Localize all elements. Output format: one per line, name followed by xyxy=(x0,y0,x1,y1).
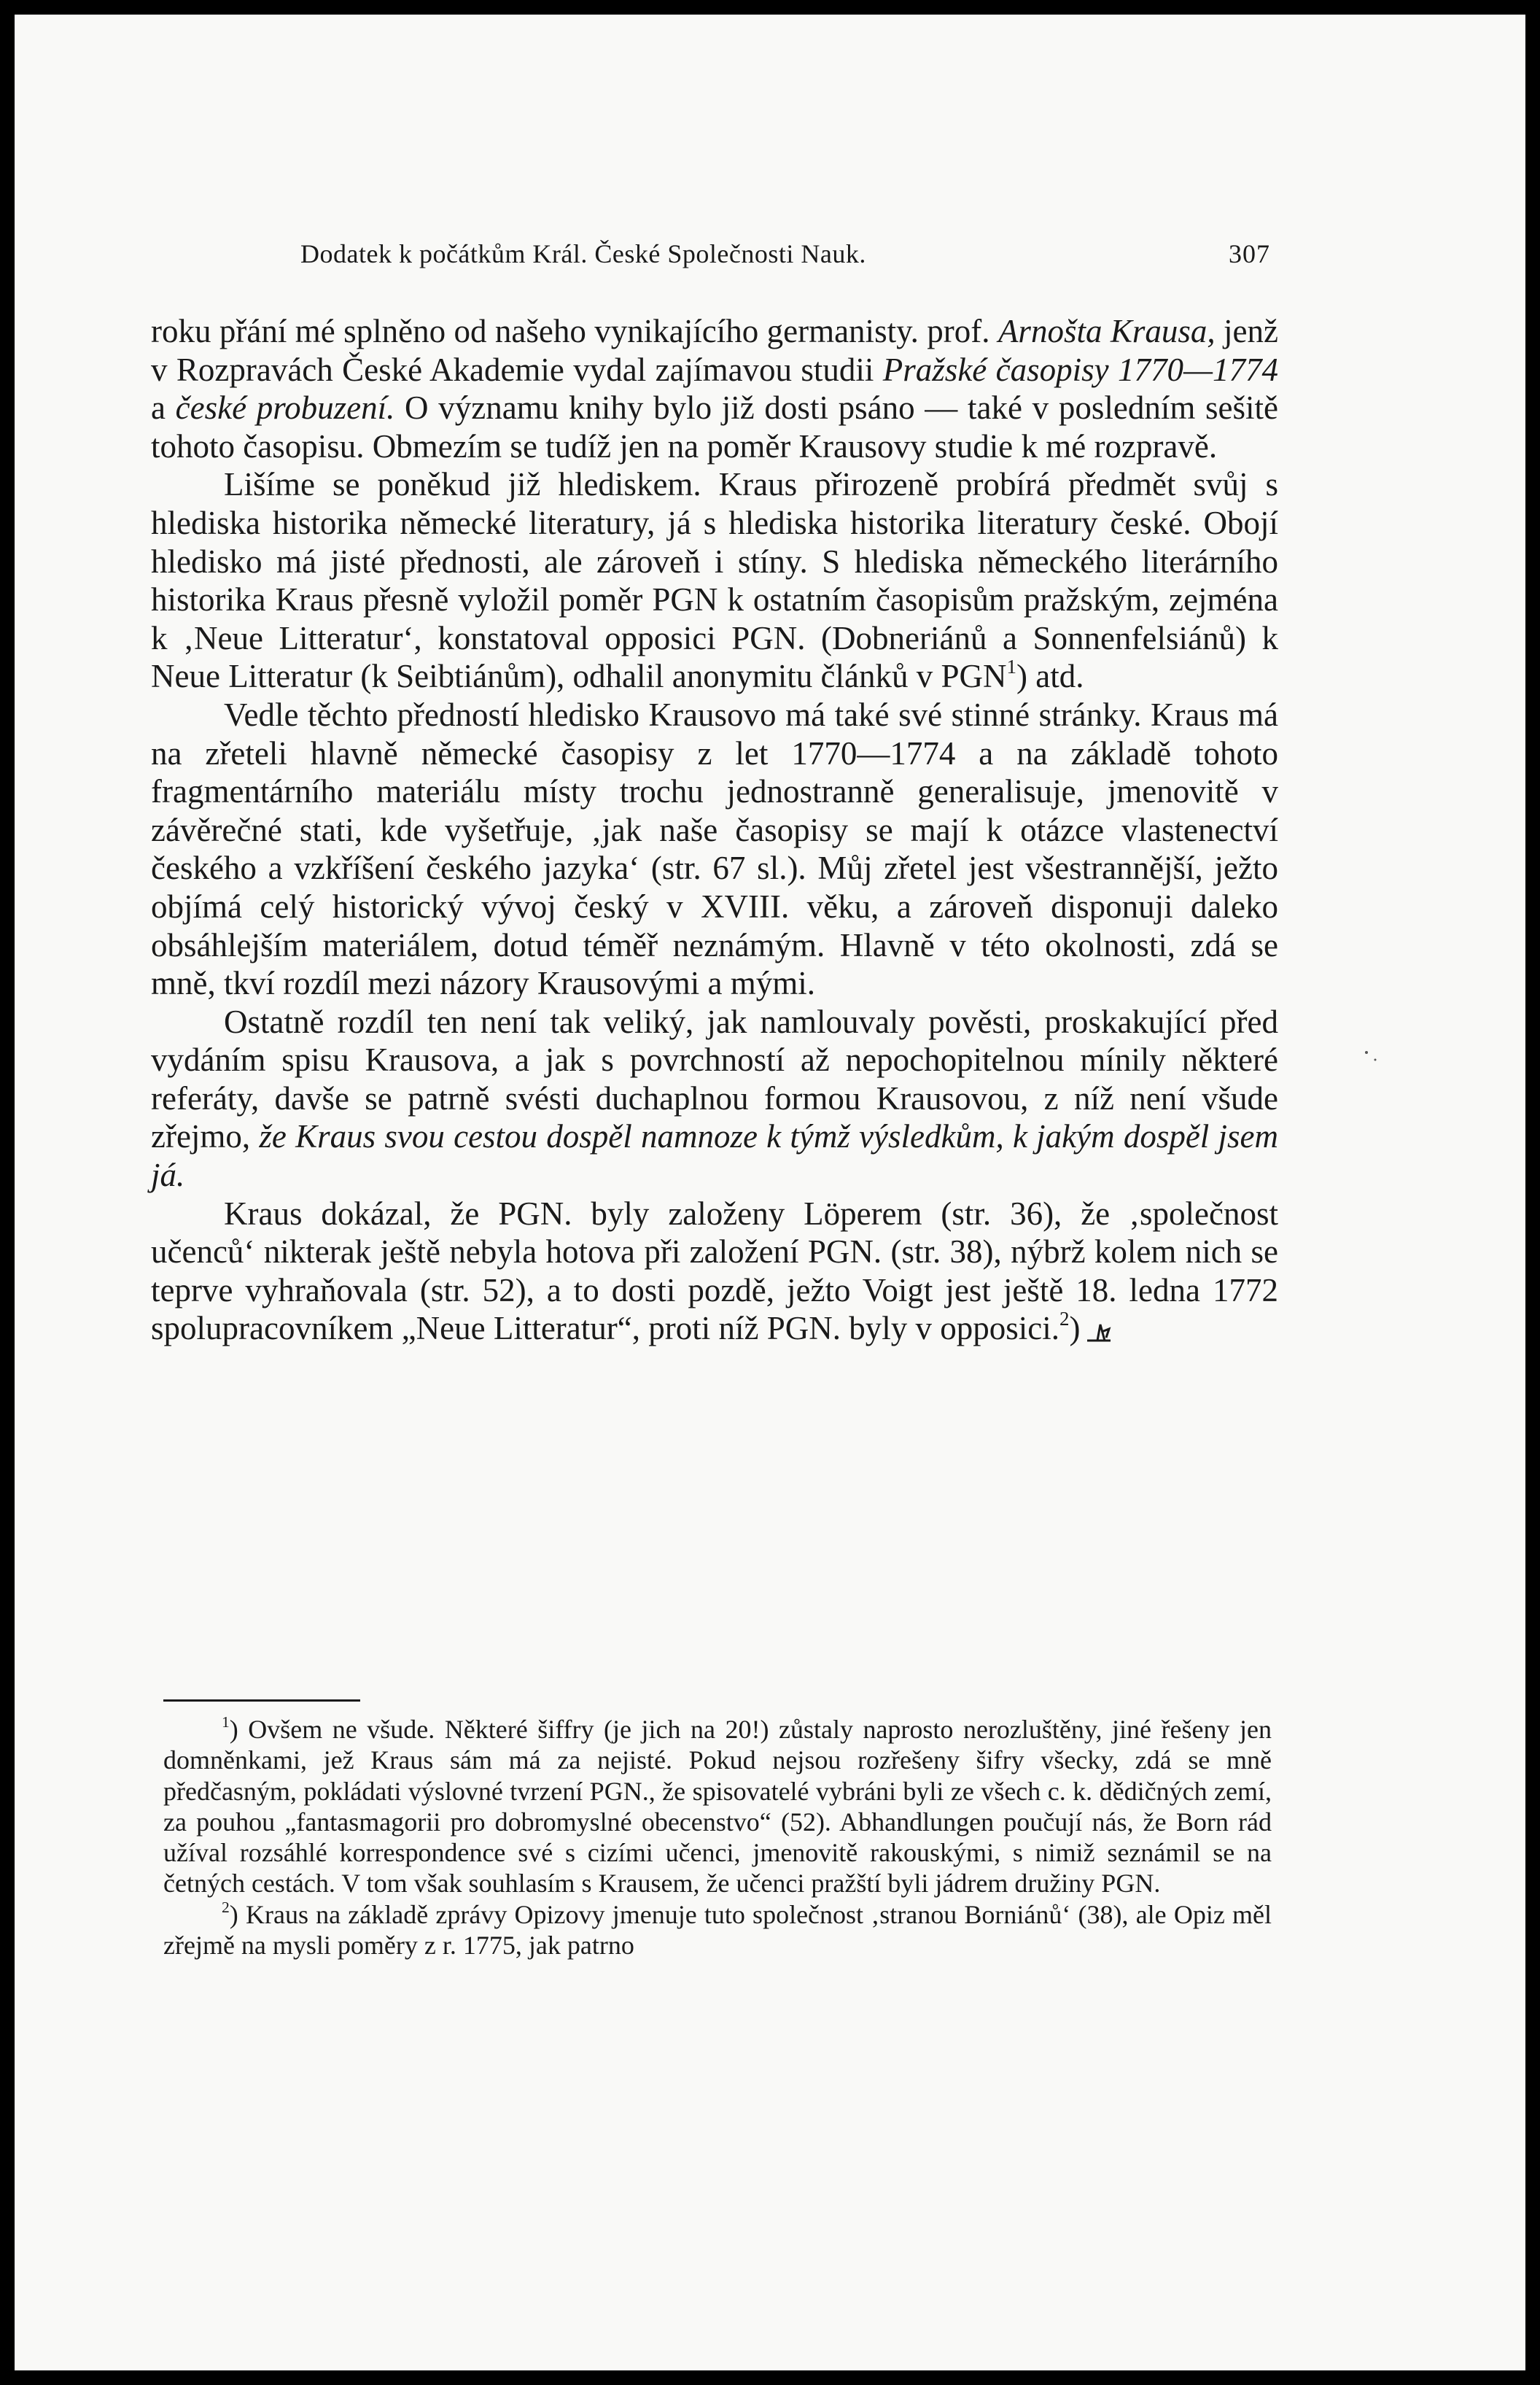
book-title: Pražské časopisy 1770—1774 xyxy=(882,351,1278,388)
paragraph-4-emphasis: že Kraus svou cestou dospěl namnoze k týmž výsledkům, k jakým dospěl jsem já. xyxy=(151,1118,1279,1194)
page-number: 307 xyxy=(1229,239,1270,268)
footnote-rule xyxy=(163,1699,360,1702)
paragraph-1-mid: jenž v Rozpravách České Akademie vydal zajímavou studii xyxy=(151,313,1279,388)
margin-speck-icon xyxy=(1361,1047,1382,1069)
running-title: Dodatek k počátkům Král. České Společnosti Nauk. xyxy=(300,239,866,268)
footnote-2-mark: 2 xyxy=(222,1898,230,1916)
footnotes xyxy=(163,1714,1272,1961)
footnote-1-mark: 1 xyxy=(222,1713,230,1731)
footnote-2-text: ) Kraus na základě zprávy Opizovy jmenuje tuto společnost ‚stranou Borniánů‘ (38), ale Opiz měl zřejmě na mysli poměry z r. 1775, jak patrno xyxy=(163,1899,1272,1961)
footnote-2 xyxy=(163,1899,1272,1961)
paragraph-2-end: ) atd. xyxy=(1016,658,1084,695)
paragraph-1-rest: O významu knihy bylo již dosti psáno — také v posledním sešitě tohoto časopisu. Obmezím se tudíž jen na poměr Krausovy studie k mé rozpravě. xyxy=(151,389,1278,465)
paragraph-1-and: a xyxy=(151,389,176,427)
book-title-2: české probuzení. xyxy=(175,389,395,427)
printer-mark-icon xyxy=(1084,1322,1113,1342)
footnote-1-text: ) Ovšem ne všude. Některé šiffry (je jich na 20!) zůstaly naprosto nerozluštěny, jiné řešeny jen domněnkami, jež Kraus sám má za nejisté. Pokud nejsou rozřešeny šifry všecky, zdá se mně předčasným, pokládati výslovné tvrzení PGN., že spisovatelé vybráni byli ze všech c. k. dědičných zemí, za pouhou „fantasmagorii pro dobromyslné obecenstvo“ (52). Abhandlungen poučují nás, že Born rád užíval rozsáhlé korrespondence své s cizími učenci, jmenovitě rakouskými, s nimiž seznámil se na četných cestách. V tom však souhlasím s Krausem, že učenci pražští byli jádrem družiny PGN. xyxy=(163,1715,1272,1899)
paragraph-2 xyxy=(151,465,1278,696)
paragraph-1-text: roku přání mé splněno od našeho vynikajícího germanisty. prof. xyxy=(151,313,990,349)
paragraph-5-text: Kraus dokázal, že PGN. byly založeny Löperem (str. 36), že ‚společnost učenců‘ nikterak ještě nebyla hotova při založení PGN. (str. 38), nýbrž kolem nich se teprve vyhraňovala (str. 52), a to dosti pozdě, ježto Voigt jest ještě 18. ledna 1772 spolupracovníkem „Neue Litteratur“, proti níž PGN. byly v opposici. xyxy=(151,1195,1278,1347)
footnote-ref-1: 1 xyxy=(1006,656,1016,678)
paragraph-5-end: ) xyxy=(1069,1310,1081,1347)
paragraph-3: Vedle těchto předností hledisko Krausovo má také své stinné stránky. Kraus má na zřeteli hlavně německé časopisy z let 1770—1774 a na základě tohoto fragmentárního materiálu místy trochu jednostranně generalisuje, jmenovitě v závěrečné stati, kde vyšetřuje, ‚jak naše časopisy se mají k otázce vlastenectví českého a vzkříšení českého jazyka‘ (str. 67 sl.). Můj zřetel jest všestrannější, ježto objímá celý historický vývoj český v XVIII. věku, a zároveň disponuji daleko obsáhlejším materiálem, dotud téměř neznámým. Hlavně v této okolnosti, zdá se mně, tkví rozdíl mezi názory Krausovými a mými. xyxy=(151,696,1278,1002)
running-header xyxy=(300,232,1270,276)
paragraph-2-text: Lišíme se poněkud již hlediskem. Kraus přirozeně probírá předmět svůj s hlediska historika německé literatury, já s hlediska historika literatury české. Obojí hledisko má jisté přednosti, ale zároveň i stíny. S hlediska německého literárního historika Kraus přesně vyložil poměr PGN k ostatním časopisům pražským, zejména k ‚Neue Litteratur‘, konstatoval opposici PGN. (Dobneriánů a Sonnenfelsiánů) k Neue Litteratur (k Seibtiánům), odhalil anonymitu článků v PGN xyxy=(151,466,1278,695)
footnote-1 xyxy=(163,1714,1272,1899)
paragraph-5 xyxy=(151,1195,1278,1348)
paragraph-4-text: Ostatně rozdíl ten není tak veliký, jak namlouvaly pověsti, proskakující před vydáním spisu Krausova, a jak s povrchností až nepochopitelnou mínily některé referáty, davše se patrně svésti duchaplnou formou Krausovou, z níž není všude zřejmo, xyxy=(151,1003,1278,1155)
paragraph-4 xyxy=(151,1003,1278,1195)
paragraph-1 xyxy=(151,312,1278,465)
footnote-ref-2: 2 xyxy=(1059,1308,1070,1330)
author-name: Arnošta Krausa, xyxy=(998,313,1216,349)
main-text xyxy=(151,312,1278,1348)
